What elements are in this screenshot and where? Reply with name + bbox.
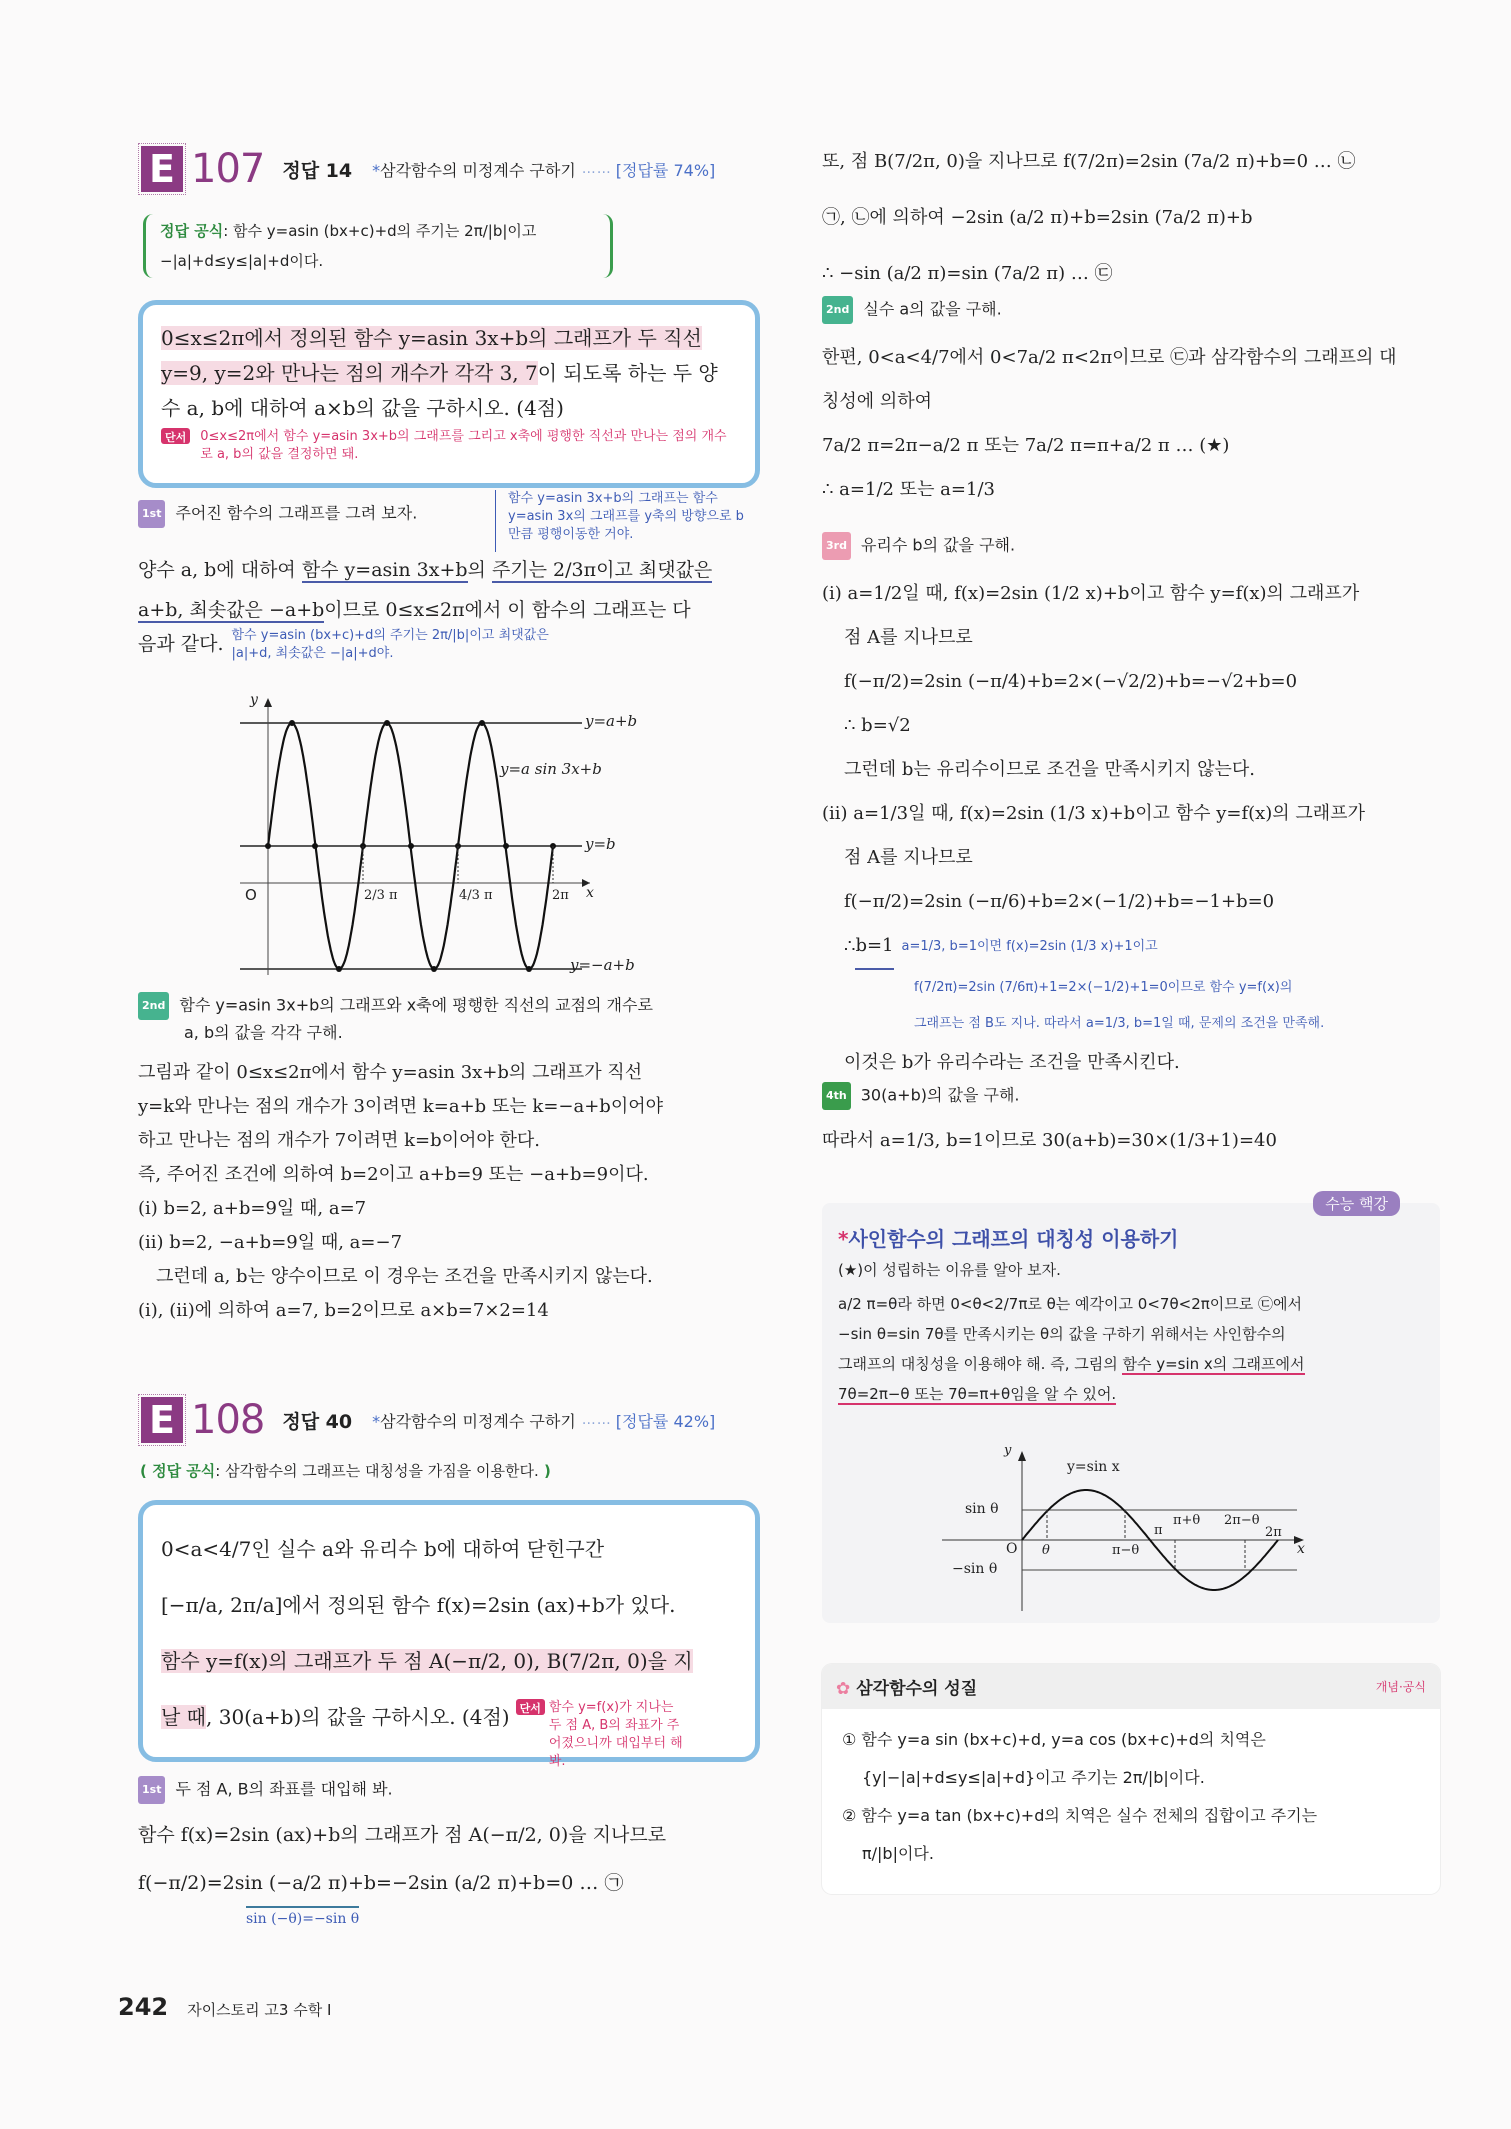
book-title: 자이스토리 고3 수학 I (187, 2001, 332, 2019)
problem-107-header (141, 146, 715, 192)
b-equals-1: b=1 (855, 924, 893, 970)
y-axis-label: y (1004, 1443, 1012, 1458)
curve-label: y=a sin 3x+b (500, 760, 602, 778)
final-answer-107: (i), (ii)에 의하여 a=7, b=2이므로 a×b=7×2=14 (138, 1300, 549, 1321)
verify-note-1: a=1/3, b=1이면 f(x)=2sin (1/3 x)+1이고 (901, 939, 1158, 954)
sine-odd-note: sin (−θ)=−sin θ (246, 1906, 359, 1928)
dots: …… (581, 161, 612, 177)
right-step2: 2nd 실수 a의 값을 구해. (822, 296, 1002, 324)
problem-108-hint: 단서 함수 y=f(x)가 지나는 두 점 A, B의 좌표가 주어졌으니까 대입부터 해 봐. (516, 1699, 686, 1771)
origin-label: O (245, 886, 257, 904)
origin-label: O (1006, 1541, 1018, 1557)
problem-107-rate: [정답률 74%] (615, 160, 716, 180)
problem-107-badge: E (141, 146, 183, 192)
right-step4: 4th 30(a+b)의 값을 구해. (822, 1082, 1020, 1110)
problem-108-step1: 1st 두 점 A, B의 좌표를 대입해 봐. (138, 1776, 393, 1804)
right-solution-a: 또, 점 B(7/2π, 0)을 지나므로 f(7/2π)=2sin (7a/2 π)+b=0 … ㉡ ㉠, ㉡에 의하여 −2sin (a/2 π)+b=2sin (7a/2 π)+b ∴ −sin (a/2 π)=sin (7a/2 π) … ㉢ (822, 151, 1356, 284)
property-2: ② 함수 y=a tan (bx+c)+d의 치역은 실수 전체의 집합이고 주기는 (842, 1806, 1318, 1825)
problem-107-formula: 정답 공식: 함수 y=asin (bx+c)+d의 주기는 2π/|b|이고 −|a|+d≤y≤|a|+d이다. (143, 214, 613, 278)
right-step3: 3rd 유리수 b의 값을 구해. (822, 532, 1015, 560)
properties-title: ✿ 삼각함수의 성질 (836, 1679, 978, 1699)
two-pi-label: 2π (1265, 1525, 1282, 1540)
right-solution-c: (i) a=1/2일 때, f(x)=2sin (1/2 x)+b이고 함수 y=f(x)의 그래프가 점 A를 지나므로 f(−π/2)=2sin (−π/4)+b=2×(−√2/2)+b=−√2+b=0 ∴ b=√2 그런데 b는 유리수이므로 조건을 만족시키지 않는다. (ii) a=1/3일 때, f(x)=2sin (1/3 x)+b이고 함수 y=f(x)의 그래프가 점 A를 지나므로 f(−π/2)=2sin (−π/6)+b=2×(−1/2)+b=−1+b=0 ∴ b=1 a=1/3, b=1이면 f(x)=2sin (1/3 x)+1이고 (822, 572, 1462, 970)
problem-108-solution-1: 함수 f(x)=2sin (ax)+b의 그래프가 점 A(−π/2, 0)을 지나므로 f(−π/2)=2sin (−a/2 π)+b=−2sin (a/2 π)+b=0 … ㉠ sin (−θ)=−sin θ (138, 1824, 667, 1927)
problem-108-formula: ( 정답 공식: 삼각함수의 그래프는 대칭성을 가짐을 이용한다. ) (140, 1462, 551, 1480)
tick-2-pi: 2π (552, 888, 569, 903)
right-line: 이것은 b가 유리수라는 조건을 만족시킨다. (844, 1052, 1180, 1073)
right-solution-b: 한편, 0<a<4/7에서 0<7a/2 π<2π이므로 ㉢과 삼각함수의 그래프의 대 칭성에 의하여 7a/2 π=2π−a/2 π 또는 7a/2 π=π+a/2 π … (★) ∴ a=1/2 또는 a=1/3 (822, 347, 1397, 500)
question-line: 0<a<4/7인 실수 a와 유리수 b에 대하여 닫힌구간 (161, 1537, 605, 1561)
key-insight-box: 수능 핵강 *사인함수의 그래프의 대칭성 이용하기 (★)이 성립하는 이유를 알아 보자. a/2 π=θ라 하면 0<θ<2/7π로 θ는 예각이고 0<7θ<2π이므로 ㉢에서 −sin θ=sin 7θ를 만족시키는 θ의 값을 구하기 위해서는 사인함수의 그래프의 대칭성을 이용해야 해. 즉, 그림의 함수 y=sin x의 그래프에서 7θ=2π−θ 또는 7θ=π+θ임을 알 수 있어. y x O y=sin x sin θ −sin θ θ π−θ π π+θ 2π−θ 2π (822, 1203, 1440, 1623)
theta-label: θ (1042, 1543, 1050, 1558)
two-pi-minus-theta-label: 2π−θ (1224, 1513, 1260, 1528)
final-answer-108: 따라서 a=1/3, b=1이므로 30(a+b)=30×(1/3+1)=40 (822, 1130, 1277, 1151)
line-mid-label: y=b (585, 835, 616, 853)
pi-label: π (1154, 1523, 1163, 1538)
sine-graph-107 (230, 690, 670, 980)
problem-108-rate: [정답률 42%] (615, 1411, 716, 1431)
key-insight-title: *사인함수의 그래프의 대칭성 이용하기 (838, 1227, 1179, 1251)
problem-108-number: 108 (191, 1397, 265, 1443)
problem-107-answer: 정답 14 (282, 159, 353, 182)
page-footer (118, 1993, 331, 2021)
x-axis-label: x (1297, 1541, 1305, 1557)
line-bottom-label: y=−a+b (570, 956, 635, 974)
pi-minus-theta-label: π−θ (1112, 1543, 1140, 1558)
tick-2-3-pi: 2/3 π (364, 888, 398, 903)
problem-107-number: 107 (191, 146, 265, 192)
property-1: ① 함수 y=a sin (bx+c)+d, y=a cos (bx+c)+d의 치역은 (842, 1730, 1266, 1749)
problem-107-solution-2: 그림과 같이 0≤x≤2π에서 함수 y=asin 3x+b의 그래프가 직선 y=k와 만나는 점의 개수가 3이려면 k=a+b 또는 k=−a+b이어야 하고 만나는 점의 개수가 7이려면 k=b이어야 한다. 즉, 주어진 조건에 의하여 b=2이고 a+b=9 또는 −a+b=9이다. (i) b=2, a+b=9일 때, a=7 (ii) b=2, −a+b=9일 때, a=−7 그런데 a, b는 양수이므로 이 경우는 조건을 만족시키지 않는다. (i), (ii)에 의하여 a=7, b=2이므로 a×b=7×2=14 (138, 1056, 763, 1328)
step1-note: 함수 y=asin 3x+b의 그래프는 함수 y=asin 3x의 그래프를 y축의 방향으로 b만큼 평행이동한 거야. (495, 490, 755, 552)
flower-icon: ✿ (836, 1679, 851, 1699)
problem-108-answer: 정답 40 (282, 1410, 353, 1433)
y-axis-label: y (250, 692, 258, 708)
page-number: 242 (118, 1993, 169, 2021)
problem-108-question-box: 0<a<4/7인 실수 a와 유리수 b에 대하여 닫힌구간 [−π/a, 2π/a]에서 정의된 함수 f(x)=2sin (ax)+b가 있다. 함수 y=f(x)의 그래프가 두 점 A(−π/2, 0), B(7/2π, 0)을 지 날 때, 30(a+b)의 값을 구하시오. (4점) 단서 함수 y=f(x)가 지나는 두 점 A, B의 좌표가 주어졌으니까 대입부터 해 봐. (138, 1500, 760, 1762)
sin-theta-label: sin θ (965, 1501, 999, 1517)
problem-107-question-box: 0≤x≤2π에서 정의된 함수 y=asin 3x+b의 그래프가 두 직선 y=9, y=2와 만나는 점의 개수가 각각 3, 7이 되도록 하는 두 양 수 a, b에 대하여 a×b의 값을 구하시오. (4점) 단서 0≤x≤2π에서 함수 y=asin 3x+b의 그래프를 그리고 x축에 평행한 직선과 만나는 점의 개수로 a, b의 값을 결정하면 돼. (138, 300, 760, 488)
problem-107-topic: *삼각함수의 미정계수 구하기 (372, 160, 576, 180)
pi-plus-theta-label: π+θ (1173, 1513, 1201, 1528)
line-top-label: y=a+b (585, 712, 638, 730)
curve-label: y=sin x (1067, 1459, 1120, 1475)
problem-108-badge: E (141, 1397, 183, 1443)
question-line: [−π/a, 2π/a]에서 정의된 함수 f(x)=2sin (ax)+b가 있다. (161, 1593, 676, 1617)
problem-107-hint: 단서 0≤x≤2π에서 함수 y=asin 3x+b의 그래프를 그리고 x축에 평행한 직선과 만나는 점의 개수로 a, b의 값을 결정하면 돼. (161, 428, 737, 464)
dots: …… (581, 1412, 612, 1428)
neg-sin-theta-label: −sin θ (952, 1561, 998, 1577)
verify-note: f(7/2π)=2sin (7/6π)+1=2×(−1/2)+1=0이므로 함수 y=f(x)의 그래프는 점 B도 지나. 따라서 a=1/3, b=1일 때, 문제의 조건을 만족해. (914, 980, 1325, 1031)
problem-107-step2: 2nd 함수 y=asin 3x+b의 그래프와 x축에 평행한 직선의 교점의 개수로 a, b의 값을 각각 구해. (138, 992, 758, 1046)
problem-107-step1: 1st 주어진 함수의 그래프를 그려 보자. (138, 500, 417, 528)
question-highlight: y=9, y=2와 만나는 점의 개수가 각각 3, 7 (161, 361, 538, 385)
tick-4-3-pi: 4/3 π (459, 888, 493, 903)
period-note: 함수 y=asin (bx+c)+d의 주기는 2π/|b|이고 최댓값은 |a|+d, 최솟값은 −|a|+d야. (231, 628, 549, 661)
question-line: 0≤x≤2π에서 정의된 함수 y=asin 3x+b의 그래프가 두 직선 (161, 326, 702, 350)
sine-symmetry-graph (942, 1443, 1312, 1613)
question-highlight: 함수 y=f(x)의 그래프가 두 점 A(−π/2, 0), B(7/2π, 0)을 지 (161, 1649, 693, 1673)
concept-formula-badge: 개념·공식 (1375, 1680, 1426, 1694)
key-insight-badge: 수능 핵강 (1313, 1191, 1400, 1216)
trig-properties-box: ✿ 삼각함수의 성질 개념·공식 ① 함수 y=a sin (bx+c)+d, y=a cos (bx+c)+d의 치역은 {y|−|a|+d≤y≤|a|+d}이고 주기는 2π/|b|이다. ② 함수 y=a tan (bx+c)+d의 치역은 실수 전체의 집합이고 주기는 π/|b|이다. (822, 1664, 1440, 1894)
x-axis-label: x (586, 885, 594, 901)
problem-107-solution-1: 양수 a, b에 대하여 함수 y=asin 3x+b의 주기는 2/3π이고 최댓값은 a+b, 최솟값은 −a+b이므로 0≤x≤2π에서 이 함수의 그래프는 다 음과 같다. 함수 y=asin (bx+c)+d의 주기는 2π/|b|이고 최댓값은 |a|+d, 최솟값은 −|a|+d야. (138, 559, 713, 661)
problem-108-header (141, 1397, 715, 1443)
question-line: 수 a, b에 대하여 a×b의 값을 구하시오. (4점) (161, 396, 564, 420)
problem-108-topic: *삼각함수의 미정계수 구하기 (372, 1411, 576, 1431)
